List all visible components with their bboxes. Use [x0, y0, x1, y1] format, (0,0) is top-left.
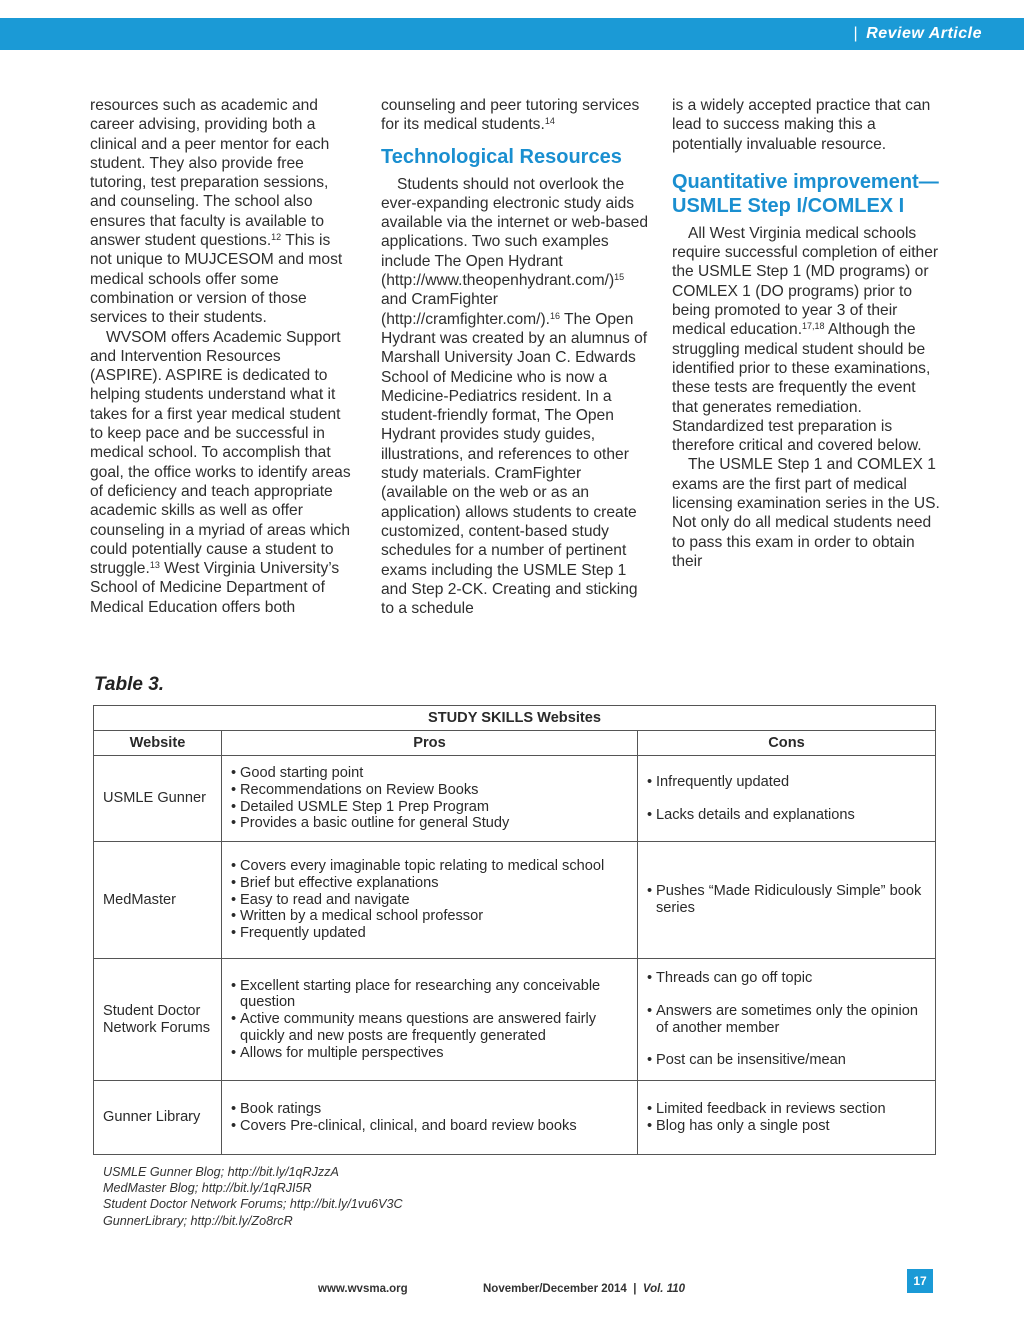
website-cell: Student Doctor Network Forums: [94, 959, 222, 1081]
footer-website: www.wvsma.org: [318, 1283, 408, 1295]
cons-cell: [638, 959, 936, 1081]
column-header: Cons: [638, 731, 936, 756]
table-sources: [103, 1164, 403, 1229]
list-item: • Covers every imaginable topic relating to medical school: [231, 858, 628, 875]
list-item: • Recommendations on Review Books: [231, 782, 628, 799]
page-number: 17: [907, 1269, 933, 1293]
study-skills-table: [93, 705, 936, 1155]
pros-cell: [222, 756, 638, 842]
paragraph: All West Virginia medical schools require successful completion of either the USMLE Step 1 (MD programs) or COMLEX 1 (DO programs) prior to being promoted to year 3 of their medical education.$^{17,18}$ Although the struggling medical student should be identified prior to these examinations, these tests are frequently the event that generates remediation. Standardized test preparation is therefore critical and covered below.: [672, 224, 939, 455]
list-item: • Answers are sometimes only the opinion of another member: [647, 1003, 926, 1037]
website-cell: USMLE Gunner: [94, 756, 222, 842]
list-item: • Brief but effective explanations: [231, 875, 628, 892]
list-item: • Detailed USMLE Step 1 Prep Program: [231, 799, 628, 816]
section-label: | Review Article: [853, 25, 982, 42]
table-caption: STUDY SKILLS Websites: [94, 706, 936, 731]
paragraph: counseling and peer tutoring services for its medical students.$^{14}$: [381, 97, 640, 134]
list-item: • Frequently updated: [231, 925, 628, 942]
section-heading: Technological Resources: [381, 145, 622, 168]
paragraph: The USMLE Step 1 and COMLEX 1 exams are the first part of medical licensing examination series in the US. Not only do all medical students need to pass this exam in order to obtain their: [672, 456, 940, 570]
cons-cell: [638, 756, 936, 842]
paragraph: is a widely accepted practice that can lead to success making this a potentially invaluable resource.: [672, 97, 931, 153]
paragraph: resources such as academic and career advising, providing both a clinical and a peer mentor for each student. They also provide free tutoring, test preparation sessions, and counseling. The school also ensures that faculty is available to answer student questions.$^{12}$ This is not unique to MUJCESOM and most medical schools offer some combination or version of those services to their students.: [90, 97, 343, 327]
section-heading: Quantitative improvement—USMLE Step I/COMLEX I: [672, 170, 939, 217]
pros-cell: [222, 1081, 638, 1155]
text-column-1: [90, 96, 352, 617]
list-item: • Provides a basic outline for general Study: [231, 815, 628, 832]
footer-issue: November/December 2014 | Vol. 110: [483, 1283, 686, 1295]
source-line: MedMaster Blog; http://bit.ly/1qRJI5R: [103, 1181, 312, 1196]
table-row: [94, 756, 936, 842]
pros-cell: [222, 959, 638, 1081]
list-item: • Book ratings: [231, 1101, 628, 1118]
source-line: GunnerLibrary; http://bit.ly/Zo8rcR: [103, 1213, 293, 1228]
list-item: • Limited feedback in reviews section: [647, 1101, 926, 1118]
list-item: • Post can be insensitive/mean: [647, 1052, 926, 1069]
list-item: • Written by a medical school professor: [231, 908, 628, 925]
header-bar: [0, 18, 1024, 50]
source-line: Student Doctor Network Forums; http://bit.ly/1vu6V3C: [103, 1197, 403, 1212]
list-item: • Excellent starting place for researching any conceivable question: [231, 978, 628, 1012]
table-label: Table 3.: [94, 674, 165, 695]
column-header: Website: [94, 731, 222, 756]
cons-cell: [638, 1081, 936, 1155]
paragraph: WVSOM offers Academic Support and Intervention Resources (ASPIRE). ASPIRE is dedicated to helping students understand what it takes for a first year medical student to keep pace and be successful in medical school. To accomplish that goal, the office works to identify areas of deficiency and teach appropriate academic skills as well as offer counseling in a myriad of areas which could potentially cause a student to struggle.$^{13}$ West Virginia University’s School of Medicine Department of Medical Education offers both: [90, 328, 351, 616]
list-item: • Allows for multiple perspectives: [231, 1045, 628, 1062]
list-item: • Easy to read and navigate: [231, 892, 628, 909]
cons-cell: [638, 842, 936, 959]
list-item: • Threads can go off topic: [647, 970, 926, 987]
list-item: • Active community means questions are answered fairly quickly and new posts are frequently generated: [231, 1011, 628, 1045]
pros-cell: [222, 842, 638, 959]
text-column-2: [381, 96, 649, 618]
website-cell: Gunner Library: [94, 1081, 222, 1155]
list-item: • Blog has only a single post: [647, 1118, 926, 1135]
table-row: [94, 842, 936, 959]
text-column-3: [672, 96, 942, 571]
paragraph: Students should not overlook the ever-expanding electronic study aids available via the internet or web-based applications. Two such examples include The Open Hydrant (http://www.theopenhydrant.com/)$^{15}$ and CramFighter (http://cramfighter.com/).$^{16}$ The Open Hydrant was created by an alumnus of Marshall University Joan C. Edwards School of Medicine who is now a Medicine-Pediatrics resident. In a student-friendly format, The Open Hydrant provides study guides, illustrations, and references to other study materials. CramFighter (available on the web or as an application) allows students to create customized, content-based study schedules for a number of pertinent exams including the USMLE Step 1 and Step 2-CK. Creating and sticking to a schedule: [381, 175, 648, 618]
list-item: • Pushes “Made Ridiculously Simple” book series: [647, 883, 926, 917]
column-header: Pros: [222, 731, 638, 756]
table-row: [94, 1081, 936, 1155]
list-item: • Lacks details and explanations: [647, 807, 926, 824]
list-item: • Covers Pre-clinical, clinical, and board review books: [231, 1118, 628, 1135]
list-item: • Infrequently updated: [647, 774, 926, 791]
website-cell: MedMaster: [94, 842, 222, 959]
source-line: USMLE Gunner Blog; http://bit.ly/1qRJzzA: [103, 1165, 339, 1179]
table-row: [94, 959, 936, 1081]
list-item: • Good starting point: [231, 765, 628, 782]
